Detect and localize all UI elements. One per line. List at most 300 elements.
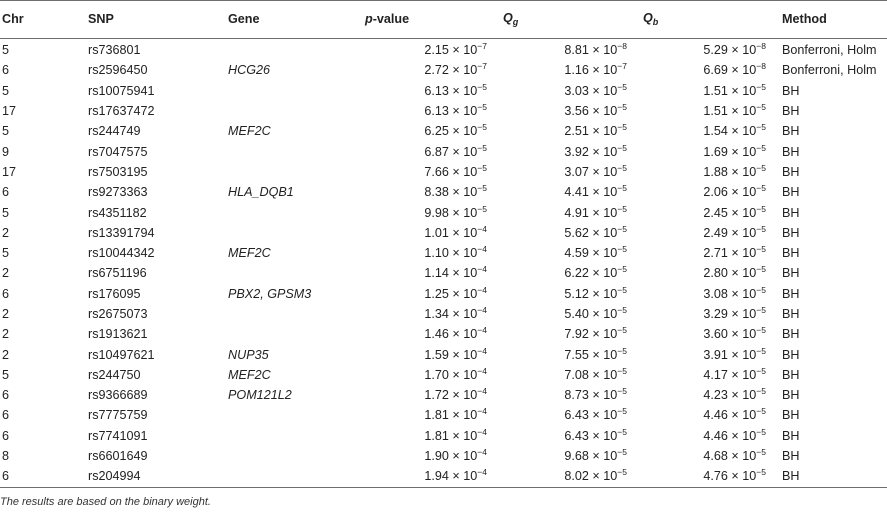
cell-method: BH — [782, 225, 800, 240]
cell-qg-mantissa: 4.91 × 10 — [564, 205, 618, 220]
cell-gene: MEF2C — [228, 367, 271, 382]
cell-qg-exponent: −5 — [617, 162, 627, 173]
cell-qg — [503, 101, 643, 121]
cell-p-value — [365, 101, 503, 121]
cell-qb — [643, 141, 782, 161]
cell-p-value-exponent: −4 — [477, 345, 487, 356]
table-body — [0, 38, 887, 487]
cell-qb — [643, 385, 782, 405]
cell-qb-exponent: −5 — [756, 365, 766, 376]
cell-snp: rs7503195 — [88, 164, 148, 179]
cell-qb — [643, 446, 782, 466]
header-p-rest: -value — [372, 12, 410, 26]
table-row — [0, 141, 887, 161]
cell-gene — [228, 202, 365, 222]
cell-qb-mantissa: 4.23 × 10 — [703, 388, 757, 403]
table-row — [0, 344, 887, 364]
table-row — [0, 60, 887, 80]
cell-qb-exponent: −5 — [756, 203, 766, 214]
cell-qg-mantissa: 7.55 × 10 — [564, 347, 618, 362]
cell-qb-mantissa: 2.71 × 10 — [703, 246, 757, 261]
cell-qb — [643, 60, 782, 80]
table-row — [0, 324, 887, 344]
cell-p-value — [365, 426, 503, 446]
cell-gene — [228, 81, 365, 101]
cell-qg-exponent: −5 — [617, 81, 627, 92]
cell-qg — [503, 263, 643, 283]
bottom-rule — [0, 487, 887, 488]
cell-qg-mantissa: 8.73 × 10 — [564, 388, 618, 403]
cell-qg-mantissa: 3.07 × 10 — [564, 164, 618, 179]
cell-p-value-mantissa: 2.15 × 10 — [424, 43, 478, 58]
cell-chr: 8 — [2, 449, 10, 464]
cell-qg — [503, 466, 643, 486]
cell-gene: MEF2C — [228, 246, 271, 261]
cell-snp: rs17637472 — [88, 104, 155, 119]
header-qg — [503, 0, 643, 38]
cell-qb-exponent: −5 — [756, 81, 766, 92]
cell-qb — [643, 284, 782, 304]
cell-p-value-exponent: −5 — [477, 122, 487, 133]
cell-p-value-mantissa: 1.01 × 10 — [424, 225, 478, 240]
cell-qg — [503, 365, 643, 385]
cell-qb — [643, 121, 782, 141]
cell-qb-exponent: −5 — [756, 305, 766, 315]
cell-chr: 9 — [2, 144, 10, 159]
header-method: Method — [782, 12, 827, 26]
cell-snp: rs10075941 — [88, 83, 155, 98]
table-row — [0, 243, 887, 263]
cell-p-value-exponent: −7 — [477, 41, 487, 52]
cell-qg-exponent: −5 — [617, 284, 627, 295]
cell-qb — [643, 405, 782, 425]
cell-qb — [643, 243, 782, 263]
cell-method: BH — [782, 164, 800, 179]
cell-qg — [503, 162, 643, 182]
cell-p-value-mantissa: 1.70 × 10 — [424, 367, 478, 382]
table-row — [0, 223, 887, 243]
cell-qg — [503, 405, 643, 425]
cell-chr: 6 — [2, 428, 10, 443]
cell-method: BH — [782, 347, 800, 362]
cell-p-value-mantissa: 2.72 × 10 — [424, 63, 478, 78]
cell-method: BH — [782, 144, 800, 159]
cell-gene — [228, 405, 365, 425]
cell-qb — [643, 182, 782, 202]
cell-qb-mantissa: 2.06 × 10 — [703, 185, 757, 200]
cell-qb-exponent: −5 — [756, 162, 766, 173]
cell-p-value — [365, 223, 503, 243]
cell-qb-exponent: −5 — [756, 284, 766, 295]
cell-p-value — [365, 182, 503, 202]
cell-qg — [503, 385, 643, 405]
cell-p-value — [365, 284, 503, 304]
cell-qb-mantissa: 1.51 × 10 — [703, 104, 757, 119]
cell-p-value-mantissa: 1.94 × 10 — [424, 469, 478, 484]
cell-qg-mantissa: 6.22 × 10 — [564, 266, 618, 281]
cell-qg-mantissa: 1.16 × 10 — [564, 63, 618, 78]
cell-qg-exponent: −5 — [617, 406, 627, 417]
cell-p-value-mantissa: 1.81 × 10 — [424, 408, 478, 423]
cell-qb-mantissa: 1.88 × 10 — [703, 164, 757, 179]
cell-qg-mantissa: 3.03 × 10 — [564, 83, 618, 98]
cell-qb-mantissa: 4.68 × 10 — [703, 449, 757, 464]
cell-method: BH — [782, 185, 800, 200]
header-snp: SNP — [88, 12, 114, 26]
cell-qg — [503, 284, 643, 304]
cell-qb-exponent: −5 — [756, 244, 766, 255]
table-row — [0, 263, 887, 283]
table-row — [0, 304, 887, 324]
cell-qg-exponent: −5 — [617, 325, 627, 336]
cell-p-value-exponent: −4 — [477, 325, 487, 336]
cell-method: BH — [782, 367, 800, 382]
cell-p-value-exponent: −4 — [477, 305, 487, 315]
cell-p-value — [365, 38, 503, 60]
cell-method: Bonferroni, Holm — [782, 43, 877, 58]
cell-method: BH — [782, 307, 800, 321]
cell-method: BH — [782, 124, 800, 139]
cell-chr: 6 — [2, 408, 10, 423]
header-qg-main: Q — [503, 11, 513, 25]
cell-p-value-mantissa: 1.81 × 10 — [424, 428, 478, 443]
cell-qb-mantissa: 3.91 × 10 — [703, 347, 757, 362]
cell-qb — [643, 344, 782, 364]
cell-snp: rs7775759 — [88, 408, 148, 423]
cell-qb — [643, 162, 782, 182]
cell-qb — [643, 81, 782, 101]
cell-p-value — [365, 162, 503, 182]
cell-snp: rs736801 — [88, 43, 141, 58]
cell-p-value-exponent: −5 — [477, 81, 487, 92]
cell-p-value-exponent: −4 — [477, 406, 487, 417]
cell-qg-exponent: −5 — [617, 264, 627, 275]
cell-qb-exponent: −5 — [756, 447, 766, 458]
cell-qb — [643, 426, 782, 446]
cell-qb-mantissa: 3.08 × 10 — [703, 286, 757, 301]
cell-p-value-mantissa: 6.25 × 10 — [424, 124, 478, 139]
header-qb-main: Q — [643, 11, 653, 25]
cell-p-value — [365, 81, 503, 101]
cell-snp: rs7741091 — [88, 428, 148, 443]
cell-qb — [643, 223, 782, 243]
cell-p-value — [365, 60, 503, 80]
table-row — [0, 405, 887, 425]
cell-qg-mantissa: 9.68 × 10 — [564, 449, 618, 464]
cell-gene — [228, 141, 365, 161]
cell-qb-mantissa: 1.69 × 10 — [703, 144, 757, 159]
cell-qg-exponent: −5 — [617, 305, 627, 315]
cell-qg — [503, 426, 643, 446]
table-row — [0, 162, 887, 182]
cell-p-value-mantissa: 1.14 × 10 — [424, 266, 478, 281]
cell-p-value — [365, 263, 503, 283]
cell-p-value-exponent: −7 — [477, 61, 487, 72]
cell-p-value-mantissa: 6.13 × 10 — [424, 104, 478, 119]
cell-gene — [228, 162, 365, 182]
cell-snp: rs244749 — [88, 124, 141, 139]
cell-gene: HLA_DQB1 — [228, 185, 294, 200]
cell-qg-exponent: −5 — [617, 386, 627, 397]
cell-qg-exponent: −5 — [617, 102, 627, 113]
cell-qg-mantissa: 6.43 × 10 — [564, 428, 618, 443]
cell-qg — [503, 202, 643, 222]
cell-snp: rs9273363 — [88, 185, 148, 200]
header-p-italic: p — [365, 12, 373, 26]
cell-qg-exponent: −8 — [617, 41, 627, 52]
cell-method: BH — [782, 428, 800, 443]
cell-qg-mantissa: 3.56 × 10 — [564, 104, 618, 119]
cell-qb-exponent: −5 — [756, 467, 766, 478]
cell-chr: 5 — [2, 43, 10, 58]
cell-qg-exponent: −5 — [617, 203, 627, 214]
cell-qb — [643, 263, 782, 283]
cell-qb-exponent: −5 — [756, 386, 766, 397]
cell-snp: rs176095 — [88, 286, 141, 301]
cell-gene — [228, 101, 365, 121]
cell-qg-exponent: −5 — [617, 183, 627, 194]
cell-qb-mantissa: 4.17 × 10 — [703, 367, 757, 382]
cell-p-value-exponent: −4 — [477, 426, 487, 437]
cell-qg-mantissa: 3.92 × 10 — [564, 144, 618, 159]
cell-qg — [503, 38, 643, 60]
cell-qg-exponent: −5 — [617, 142, 627, 153]
cell-qg-mantissa: 4.41 × 10 — [564, 185, 618, 200]
cell-p-value-exponent: −4 — [477, 386, 487, 397]
cell-qb-mantissa: 2.80 × 10 — [703, 266, 757, 281]
cell-qb-exponent: −5 — [756, 406, 766, 417]
cell-chr: 6 — [2, 185, 10, 200]
cell-snp: rs9366689 — [88, 388, 148, 403]
cell-qb-exponent: −5 — [756, 183, 766, 194]
header-qb — [643, 0, 782, 38]
cell-p-value — [365, 446, 503, 466]
cell-p-value-exponent: −5 — [477, 203, 487, 214]
cell-p-value-exponent: −4 — [477, 264, 487, 275]
cell-chr: 5 — [2, 246, 10, 261]
cell-chr: 5 — [2, 367, 10, 382]
cell-chr: 6 — [2, 469, 10, 484]
cell-method: BH — [782, 205, 800, 220]
cell-chr: 5 — [2, 205, 10, 220]
cell-p-value-mantissa: 6.87 × 10 — [424, 144, 478, 159]
cell-qg-mantissa: 7.92 × 10 — [564, 327, 618, 342]
cell-qb-exponent: −5 — [756, 122, 766, 133]
cell-p-value-exponent: −4 — [477, 467, 487, 478]
cell-chr: 2 — [2, 307, 10, 321]
cell-qb-exponent: −5 — [756, 426, 766, 437]
cell-method: BH — [782, 266, 800, 281]
cell-chr: 17 — [2, 104, 17, 119]
cell-qg-mantissa: 2.51 × 10 — [564, 124, 618, 139]
table-row — [0, 284, 887, 304]
cell-qb — [643, 324, 782, 344]
cell-snp: rs2675073 — [88, 307, 148, 321]
cell-qb-mantissa: 4.46 × 10 — [703, 408, 757, 423]
cell-p-value — [365, 365, 503, 385]
table-row — [0, 426, 887, 446]
cell-p-value-exponent: −4 — [477, 447, 487, 458]
cell-p-value-exponent: −5 — [477, 142, 487, 153]
cell-gene — [228, 263, 365, 283]
cell-qb — [643, 38, 782, 60]
cell-chr: 5 — [2, 83, 10, 98]
cell-qb-exponent: −5 — [756, 223, 766, 234]
cell-qg — [503, 121, 643, 141]
cell-snp: rs244750 — [88, 367, 141, 382]
cell-qb — [643, 304, 782, 324]
cell-chr: 5 — [2, 124, 10, 139]
cell-qb-mantissa: 1.54 × 10 — [703, 124, 757, 139]
cell-p-value-exponent: −5 — [477, 162, 487, 173]
table-row — [0, 182, 887, 202]
cell-snp: rs6601649 — [88, 449, 148, 464]
cell-qg — [503, 304, 643, 324]
cell-gene: POM121L2 — [228, 388, 292, 403]
cell-method: BH — [782, 104, 800, 119]
cell-qb — [643, 202, 782, 222]
cell-p-value-exponent: −5 — [477, 102, 487, 113]
cell-method: BH — [782, 388, 800, 403]
cell-p-value-mantissa: 1.34 × 10 — [424, 307, 478, 321]
cell-gene — [228, 466, 365, 486]
cell-p-value — [365, 405, 503, 425]
cell-qg-mantissa: 5.12 × 10 — [564, 286, 618, 301]
table-row — [0, 385, 887, 405]
cell-qb-exponent: −8 — [756, 61, 766, 72]
cell-snp: rs10044342 — [88, 246, 155, 261]
cell-chr: 2 — [2, 347, 10, 362]
cell-method: BH — [782, 327, 800, 342]
cell-qg-exponent: −7 — [617, 61, 627, 72]
cell-p-value — [365, 121, 503, 141]
table-row — [0, 121, 887, 141]
cell-qg — [503, 324, 643, 344]
cell-qb-mantissa: 4.76 × 10 — [703, 469, 757, 484]
cell-chr: 17 — [2, 164, 17, 179]
cell-qb — [643, 365, 782, 385]
cell-snp: rs7047575 — [88, 144, 148, 159]
cell-p-value — [365, 141, 503, 161]
cell-qb-mantissa: 1.51 × 10 — [703, 83, 757, 98]
cell-qb-exponent: −5 — [756, 142, 766, 153]
table-footnote: The results are based on the binary weight. — [0, 496, 211, 508]
table-row — [0, 202, 887, 222]
cell-p-value-exponent: −4 — [477, 284, 487, 295]
cell-p-value-mantissa: 6.13 × 10 — [424, 83, 478, 98]
cell-gene — [228, 223, 365, 243]
cell-gene — [228, 446, 365, 466]
cell-p-value-exponent: −4 — [477, 223, 487, 234]
cell-method: BH — [782, 286, 800, 301]
cell-qb-exponent: −8 — [756, 41, 766, 52]
cell-qg-mantissa: 4.59 × 10 — [564, 246, 618, 261]
cell-snp: rs2596450 — [88, 63, 148, 78]
cell-gene: MEF2C — [228, 124, 271, 139]
cell-p-value — [365, 466, 503, 486]
cell-p-value — [365, 304, 503, 324]
cell-p-value-mantissa: 1.10 × 10 — [424, 246, 478, 261]
cell-qg-exponent: −5 — [617, 244, 627, 255]
cell-method: BH — [782, 449, 800, 464]
cell-qg — [503, 446, 643, 466]
cell-qg-mantissa: 5.62 × 10 — [564, 225, 618, 240]
cell-p-value-mantissa: 9.98 × 10 — [424, 205, 478, 220]
cell-qg-mantissa: 8.81 × 10 — [564, 43, 618, 58]
cell-gene — [228, 426, 365, 446]
cell-snp: rs204994 — [88, 469, 141, 484]
cell-qg-exponent: −5 — [617, 345, 627, 356]
cell-qg — [503, 223, 643, 243]
cell-gene: PBX2, GPSM3 — [228, 286, 312, 301]
cell-snp: rs13391794 — [88, 225, 155, 240]
cell-p-value-mantissa: 1.59 × 10 — [424, 347, 478, 362]
cell-p-value — [365, 344, 503, 364]
cell-qg-mantissa: 7.08 × 10 — [564, 367, 618, 382]
header-qg-sub: g — [512, 17, 519, 27]
table-row — [0, 466, 887, 486]
cell-qg-exponent: −5 — [617, 467, 627, 478]
cell-p-value-mantissa: 1.90 × 10 — [424, 449, 478, 464]
cell-method: BH — [782, 469, 800, 484]
header-gene: Gene — [228, 12, 260, 26]
cell-p-value-mantissa: 1.72 × 10 — [424, 388, 478, 403]
cell-qb-mantissa: 6.69 × 10 — [703, 63, 757, 78]
table-row — [0, 446, 887, 466]
cell-qg-exponent: −5 — [617, 223, 627, 234]
cell-p-value-exponent: −5 — [477, 183, 487, 194]
cell-gene — [228, 324, 365, 344]
cell-method: BH — [782, 408, 800, 423]
cell-qg — [503, 182, 643, 202]
cell-gene — [228, 38, 365, 60]
cell-qb-mantissa: 2.49 × 10 — [703, 225, 757, 240]
cell-qb-mantissa: 5.29 × 10 — [703, 43, 757, 58]
cell-qb-exponent: −5 — [756, 345, 766, 356]
header-row — [0, 0, 887, 38]
cell-qg-exponent: −5 — [617, 122, 627, 133]
cell-qb — [643, 466, 782, 486]
cell-qg-exponent: −5 — [617, 426, 627, 437]
cell-chr: 2 — [2, 266, 10, 281]
cell-p-value — [365, 385, 503, 405]
cell-chr: 2 — [2, 225, 10, 240]
cell-qb-mantissa: 4.46 × 10 — [703, 428, 757, 443]
cell-snp: rs6751196 — [88, 266, 147, 281]
header-p-value — [365, 0, 503, 38]
cell-qg — [503, 243, 643, 263]
cell-p-value — [365, 202, 503, 222]
cell-p-value-mantissa: 1.25 × 10 — [424, 286, 478, 301]
cell-p-value-exponent: −4 — [477, 244, 487, 255]
cell-qg-mantissa: 6.43 × 10 — [564, 408, 618, 423]
cell-qg — [503, 60, 643, 80]
table-row — [0, 38, 887, 60]
cell-method: BH — [782, 83, 800, 98]
cell-qb — [643, 101, 782, 121]
cell-qg — [503, 344, 643, 364]
cell-qg — [503, 141, 643, 161]
cell-qg — [503, 81, 643, 101]
cell-gene — [228, 304, 365, 324]
cell-p-value — [365, 324, 503, 344]
cell-qb-mantissa: 3.60 × 10 — [703, 327, 757, 342]
cell-snp: rs1913621 — [88, 327, 148, 342]
table-row — [0, 81, 887, 101]
cell-gene: HCG26 — [228, 63, 270, 78]
cell-p-value-mantissa: 1.46 × 10 — [424, 327, 478, 342]
cell-qg-exponent: −5 — [617, 365, 627, 376]
